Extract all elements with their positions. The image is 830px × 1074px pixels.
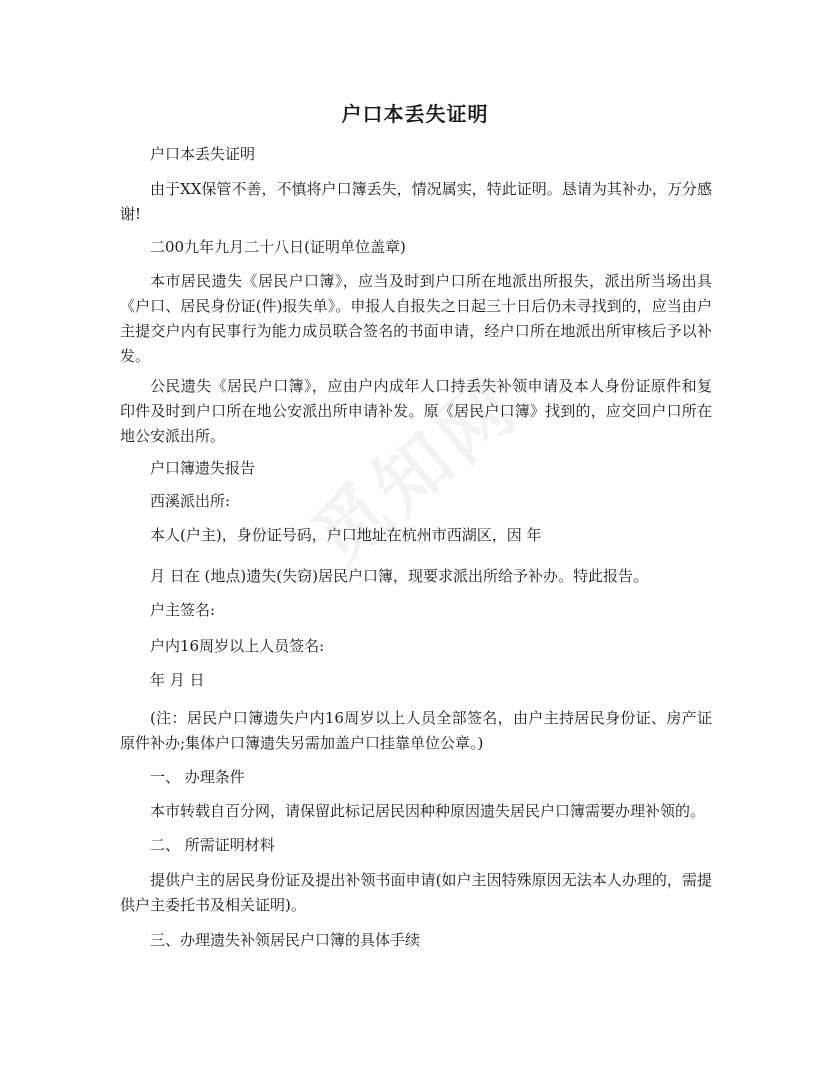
page-title: 户口本丢失证明 [341,102,489,126]
paragraph-statement: 由于XX保管不善，不慎将户口簿丢失，情况属实，特此证明。恳请为其补办，万分感谢! [120,180,712,223]
paragraph-signature-date: 年 月 日 [150,671,205,689]
section-heading-procedure: 三、办理遗失补领居民户口簿的具体手续 [150,931,421,949]
section-heading-conditions: 一、 办理条件 [150,768,245,786]
paragraph-materials: 提供户主的居民身份证及提出补领书面申请(如户主因特殊原因无法本人办理的，需提供户主委托书及相关证明)。 [120,871,712,914]
paragraph-date: 二00九年九月二十八日(证明单位盖章) [150,238,406,256]
paragraph-addressee: 西溪派出所: [150,492,231,510]
paragraph-report-loss: 本市居民遗失《居民户口簿》，应当及时到户口所在地派出所报失，派出所当场出具《户口、居民身份证(件)报失单》。申报人自报失之日起三十日后仍未寻找到的，应当由户主提交户内有民事行为能力成员联合签名的书面申请，经户口所在地派出所审核后予以补发。 [120,272,712,365]
paragraph-loss-detail: 月 日在 (地点)遗失(失窃)居民户口簿，现要求派出所给予补办。特此报告。 [150,567,648,585]
paragraph-applicant: 本人(户主)，身份证号码，户口地址在杭州市西湖区，因 年 [150,526,542,544]
section-heading-materials: 二、 所需证明材料 [150,836,275,854]
paragraph-householder-signature: 户主签名: [150,601,216,619]
paragraph-note: (注：居民户口簿遗失户内16周岁以上人员全部签名，由户主持居民身份证、房产证原件补办;集体户口簿遗失另需加盖户口挂靠单位公章。) [120,709,712,752]
paragraph-reissue: 公民遗失《居民户口簿》，应由户内成年人口持丢失补领申请及本人身份证原件和复印件及时到户口所在地公安派出所申请补发。原《居民户口簿》找到的，应交回户口所在地公安派出所。 [120,377,712,445]
paragraph-members-signature: 户内16周岁以上人员签名: [150,637,325,655]
paragraph-conditions: 本市转载自百分网，请保留此标记居民因种种原因遗失居民户口簿需要办理补领的。 [150,802,706,820]
paragraph-subtitle: 户口本丢失证明 [150,145,256,163]
paragraph-report-title: 户口簿遗失报告 [150,459,256,477]
